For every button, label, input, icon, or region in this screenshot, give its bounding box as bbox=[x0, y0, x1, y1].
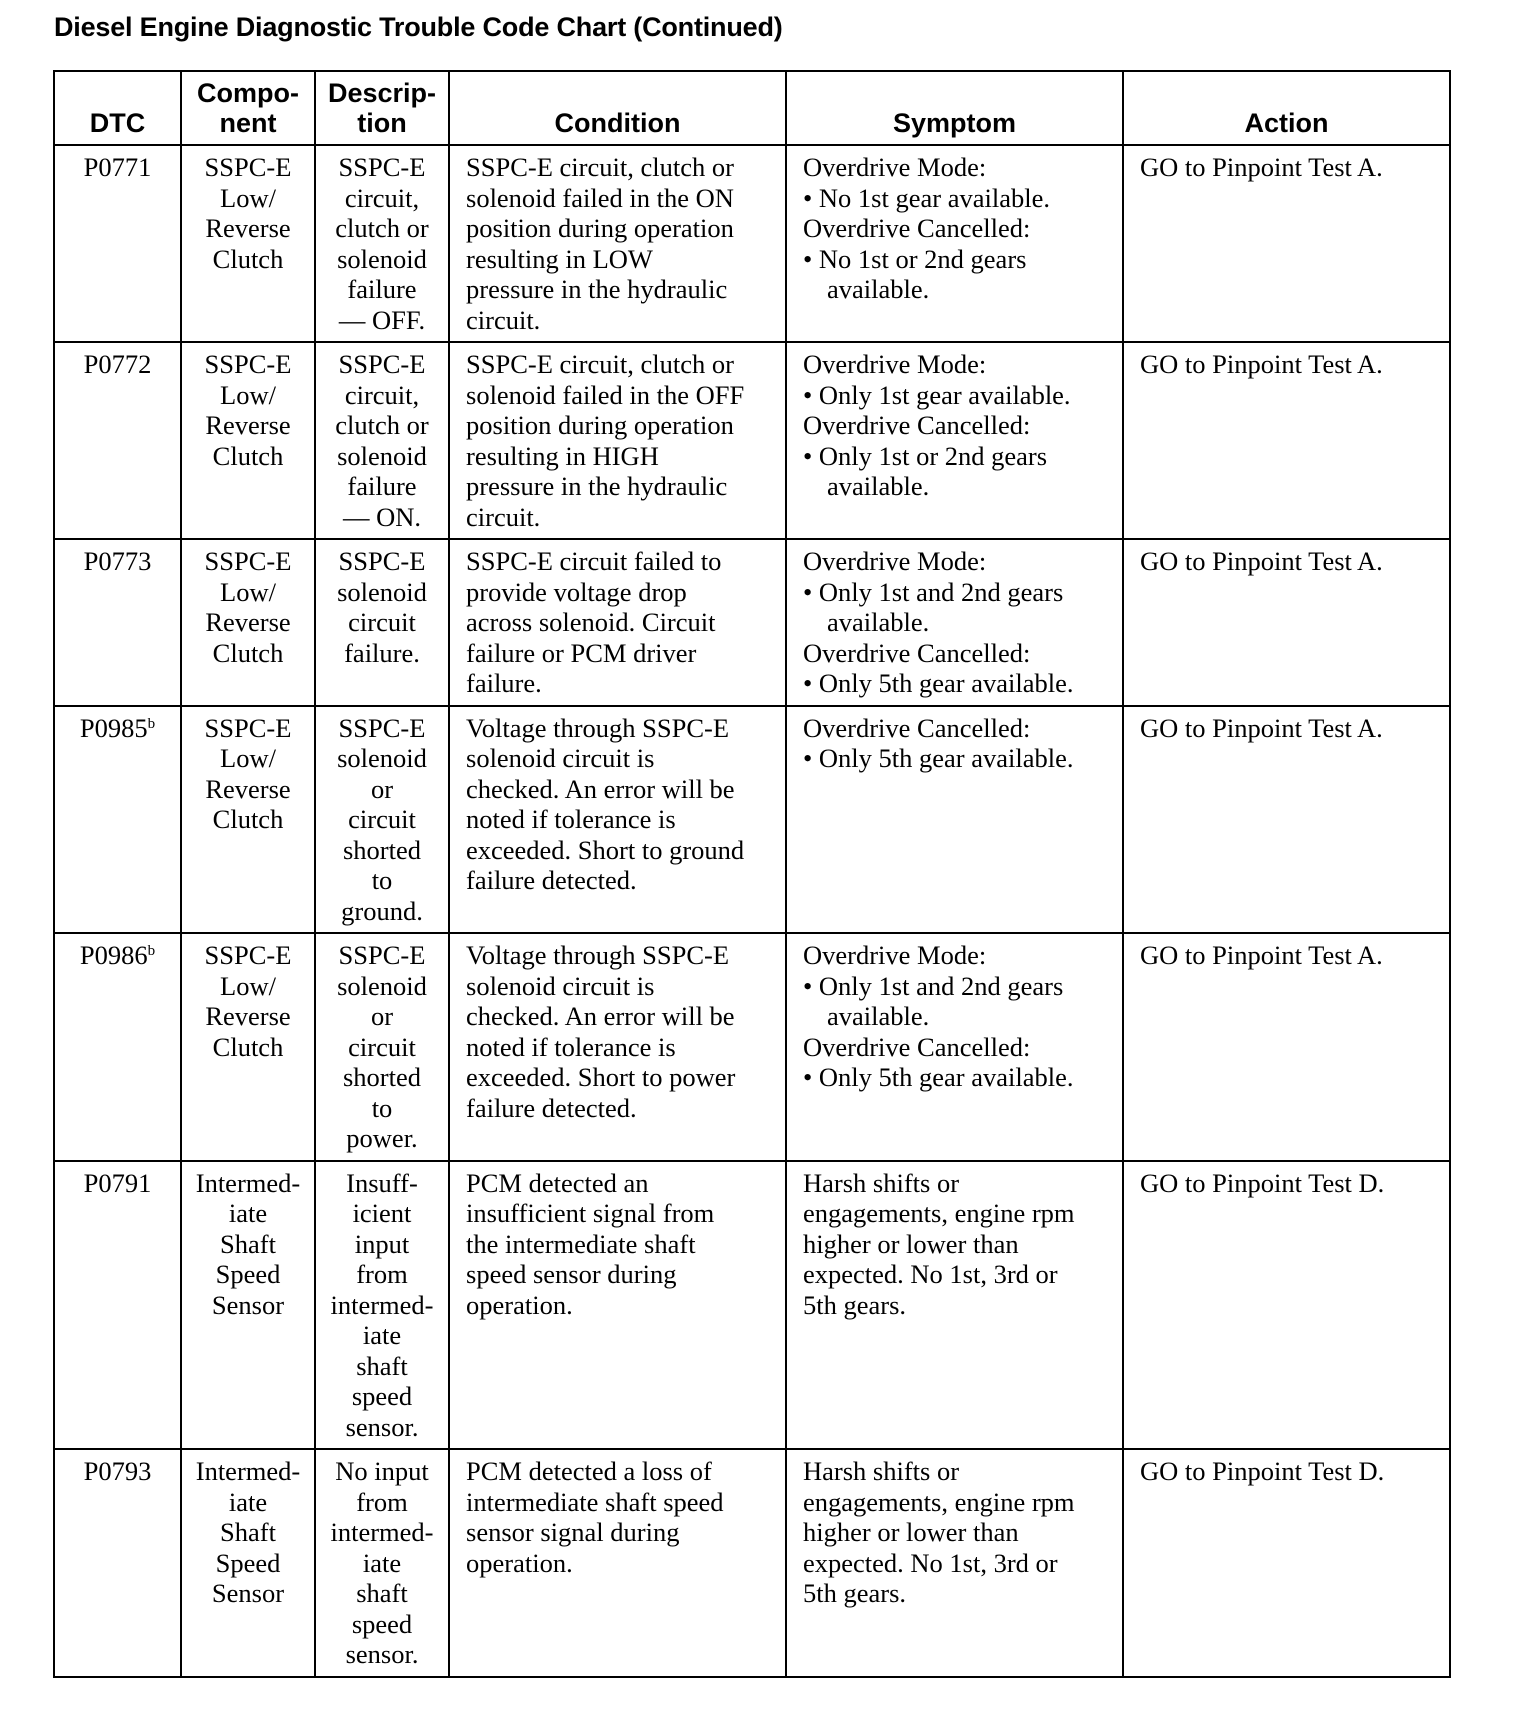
symptom-line: Overdrive Mode: bbox=[803, 546, 987, 576]
symptom-bullet: • No 1st gear available. bbox=[803, 182, 1050, 213]
description-cell-text: SSPC-E solenoid or circuit shorted to power. bbox=[337, 940, 427, 1153]
table-row bbox=[54, 539, 1450, 706]
action-cell bbox=[1123, 539, 1450, 706]
action-text: GO to Pinpoint Test A. bbox=[1140, 349, 1383, 379]
condition-cell-text: SSPC-E circuit, clutch or solenoid failed in the ON position during operation resulting in LOW pressure in the hydraulic circuit. bbox=[466, 152, 734, 335]
condition-cell-text: Voltage through SSPC-E solenoid circuit is checked. An error will be noted if tolerance is exceeded. Short to ground failure detected. bbox=[466, 712, 745, 895]
symptom-cell bbox=[786, 706, 1123, 934]
table-body bbox=[54, 145, 1450, 1677]
header-symptom bbox=[786, 71, 1123, 145]
symptom-line: Overdrive Cancelled: bbox=[803, 213, 1031, 243]
symptom-bullet: • Only 1st and 2nd gears available. bbox=[803, 970, 1064, 1031]
dtc-cell bbox=[54, 933, 181, 1161]
symptom-cell bbox=[786, 933, 1123, 1161]
condition-cell-text: SSPC-E circuit failed to provide voltage drop across solenoid. Circuit failure or PCM driver failure. bbox=[466, 546, 722, 698]
description-cell bbox=[315, 933, 449, 1161]
table-row bbox=[54, 706, 1450, 934]
footnote-marker: b bbox=[147, 943, 156, 959]
description-cell bbox=[315, 706, 449, 934]
symptom-line: Harsh shifts or engagements, engine rpm higher or lower than expected. No 1st, 3rd or 5th gears. bbox=[803, 1456, 1075, 1608]
action-cell bbox=[1123, 1161, 1450, 1450]
description-cell-text: Insuff- icient input from intermed- iate shaft speed sensor. bbox=[330, 1167, 434, 1442]
symptom-line: Overdrive Mode: bbox=[803, 152, 987, 182]
component-cell-text: SSPC-E Low/ Reverse Clutch bbox=[204, 152, 292, 274]
symptom-line: Overdrive Mode: bbox=[803, 940, 987, 970]
condition-cell bbox=[449, 1161, 786, 1450]
action-cell bbox=[1123, 342, 1450, 539]
header-action-label: Action bbox=[1244, 108, 1329, 138]
symptom-bullet: • Only 1st or 2nd gears available. bbox=[803, 440, 1048, 501]
header-row bbox=[54, 71, 1450, 145]
dtc-cell bbox=[54, 342, 181, 539]
symptom-cell bbox=[786, 539, 1123, 706]
dtc-code: P0791 bbox=[83, 1167, 152, 1198]
symptom-cell bbox=[786, 145, 1123, 342]
dtc-code: P0771 bbox=[83, 152, 152, 182]
header-action bbox=[1123, 71, 1450, 145]
action-text: GO to Pinpoint Test A. bbox=[1140, 546, 1383, 576]
description-cell bbox=[315, 342, 449, 539]
table-row bbox=[54, 933, 1450, 1161]
dtc-code: P0985 bbox=[79, 712, 148, 743]
condition-cell-text: PCM detected a loss of intermediate shaft speed sensor signal during operation. bbox=[466, 1456, 724, 1578]
action-cell bbox=[1123, 706, 1450, 934]
symptom-line: Overdrive Cancelled: bbox=[803, 712, 1031, 743]
action-cell bbox=[1123, 1449, 1450, 1677]
component-cell bbox=[181, 933, 315, 1161]
condition-cell bbox=[449, 539, 786, 706]
symptom-cell bbox=[786, 1449, 1123, 1677]
component-cell bbox=[181, 1161, 315, 1450]
dtc-code: P0986 bbox=[79, 940, 148, 970]
footnote-marker: b bbox=[147, 715, 156, 732]
symptom-line: Overdrive Cancelled: bbox=[803, 637, 1031, 668]
dtc-cell bbox=[54, 145, 181, 342]
component-cell-text: SSPC-E Low/ Reverse Clutch bbox=[204, 546, 292, 668]
dtc-cell bbox=[54, 706, 181, 934]
description-cell-text: SSPC-E solenoid or circuit shorted to ground. bbox=[337, 712, 427, 926]
symptom-cell bbox=[786, 342, 1123, 539]
table-row bbox=[54, 1449, 1450, 1677]
table-row bbox=[54, 342, 1450, 539]
dtc-chart-table bbox=[53, 70, 1451, 1678]
dtc-code: P0793 bbox=[83, 1456, 152, 1486]
description-cell bbox=[315, 1449, 449, 1677]
action-text: GO to Pinpoint Test A. bbox=[1140, 940, 1383, 970]
condition-cell-text: Voltage through SSPC-E solenoid circuit is checked. An error will be noted if tolerance is exceeded. Short to power failure detected. bbox=[466, 940, 736, 1123]
component-cell-text: SSPC-E Low/ Reverse Clutch bbox=[204, 940, 292, 1062]
component-cell bbox=[181, 342, 315, 539]
symptom-bullet: • Only 1st and 2nd gears available. bbox=[803, 576, 1064, 637]
header-description-label: Descrip- tion bbox=[327, 78, 437, 138]
symptom-line: Harsh shifts or engagements, engine rpm higher or lower than expected. No 1st, 3rd or 5th gears. bbox=[803, 1167, 1075, 1320]
symptom-line: Overdrive Cancelled: bbox=[803, 410, 1031, 440]
description-cell bbox=[315, 145, 449, 342]
component-cell bbox=[181, 145, 315, 342]
symptom-cell bbox=[786, 1161, 1123, 1450]
condition-cell bbox=[449, 706, 786, 934]
component-cell bbox=[181, 539, 315, 706]
header-symptom-label: Symptom bbox=[892, 108, 1017, 138]
header-condition-label: Condition bbox=[554, 108, 681, 138]
dtc-code: P0772 bbox=[83, 349, 152, 379]
description-cell-text: SSPC-E solenoid circuit failure. bbox=[337, 546, 427, 668]
table-row bbox=[54, 1161, 1450, 1450]
condition-cell bbox=[449, 933, 786, 1161]
description-cell-text: No input from intermed- iate shaft speed sensor. bbox=[330, 1456, 434, 1669]
condition-cell bbox=[449, 1449, 786, 1677]
symptom-line: Overdrive Mode: bbox=[803, 349, 987, 379]
dtc-cell bbox=[54, 539, 181, 706]
action-text: GO to Pinpoint Test D. bbox=[1140, 1167, 1385, 1198]
component-cell bbox=[181, 1449, 315, 1677]
action-cell bbox=[1123, 933, 1450, 1161]
symptom-line: Overdrive Cancelled: bbox=[803, 1031, 1031, 1062]
header-dtc bbox=[54, 71, 181, 145]
symptom-bullet: • Only 5th gear available. bbox=[803, 668, 1074, 698]
header-component-label: Compo- nent bbox=[197, 78, 299, 138]
condition-cell-text: PCM detected an insufficient signal from the intermediate shaft speed sensor during operation. bbox=[466, 1167, 715, 1320]
symptom-bullet: • Only 5th gear available. bbox=[803, 1062, 1074, 1092]
component-cell-text: Intermed- iate Shaft Speed Sensor bbox=[195, 1456, 301, 1608]
dtc-code: P0773 bbox=[83, 546, 152, 576]
table-row bbox=[54, 145, 1450, 342]
page-title: Diesel Engine Diagnostic Trouble Code Chart (Continued) bbox=[54, 12, 783, 42]
condition-cell-text: SSPC-E circuit, clutch or solenoid failed in the OFF position during operation resulting in HIGH pressure in the hydraulic circuit. bbox=[466, 349, 745, 532]
dtc-cell bbox=[54, 1161, 181, 1450]
dtc-cell bbox=[54, 1449, 181, 1677]
description-cell-text: SSPC-E circuit, clutch or solenoid failure — OFF. bbox=[335, 152, 429, 335]
component-cell-text: Intermed- iate Shaft Speed Sensor bbox=[195, 1167, 301, 1320]
description-cell bbox=[315, 1161, 449, 1450]
header-component bbox=[181, 71, 315, 145]
description-cell bbox=[315, 539, 449, 706]
component-cell-text: SSPC-E Low/ Reverse Clutch bbox=[204, 712, 292, 834]
condition-cell bbox=[449, 145, 786, 342]
header-condition bbox=[449, 71, 786, 145]
action-text: GO to Pinpoint Test D. bbox=[1140, 1456, 1385, 1486]
header-description bbox=[315, 71, 449, 145]
symptom-bullet: • Only 1st gear available. bbox=[803, 379, 1071, 410]
action-text: GO to Pinpoint Test A. bbox=[1140, 152, 1383, 182]
symptom-bullet: • Only 5th gear available. bbox=[803, 743, 1074, 773]
header-dtc-label: DTC bbox=[89, 108, 146, 138]
action-cell bbox=[1123, 145, 1450, 342]
action-text: GO to Pinpoint Test A. bbox=[1140, 712, 1383, 743]
component-cell-text: SSPC-E Low/ Reverse Clutch bbox=[204, 349, 292, 471]
condition-cell bbox=[449, 342, 786, 539]
component-cell bbox=[181, 706, 315, 934]
description-cell-text: SSPC-E circuit, clutch or solenoid failure — ON. bbox=[335, 349, 429, 532]
symptom-bullet: • No 1st or 2nd gears available. bbox=[803, 243, 1027, 304]
